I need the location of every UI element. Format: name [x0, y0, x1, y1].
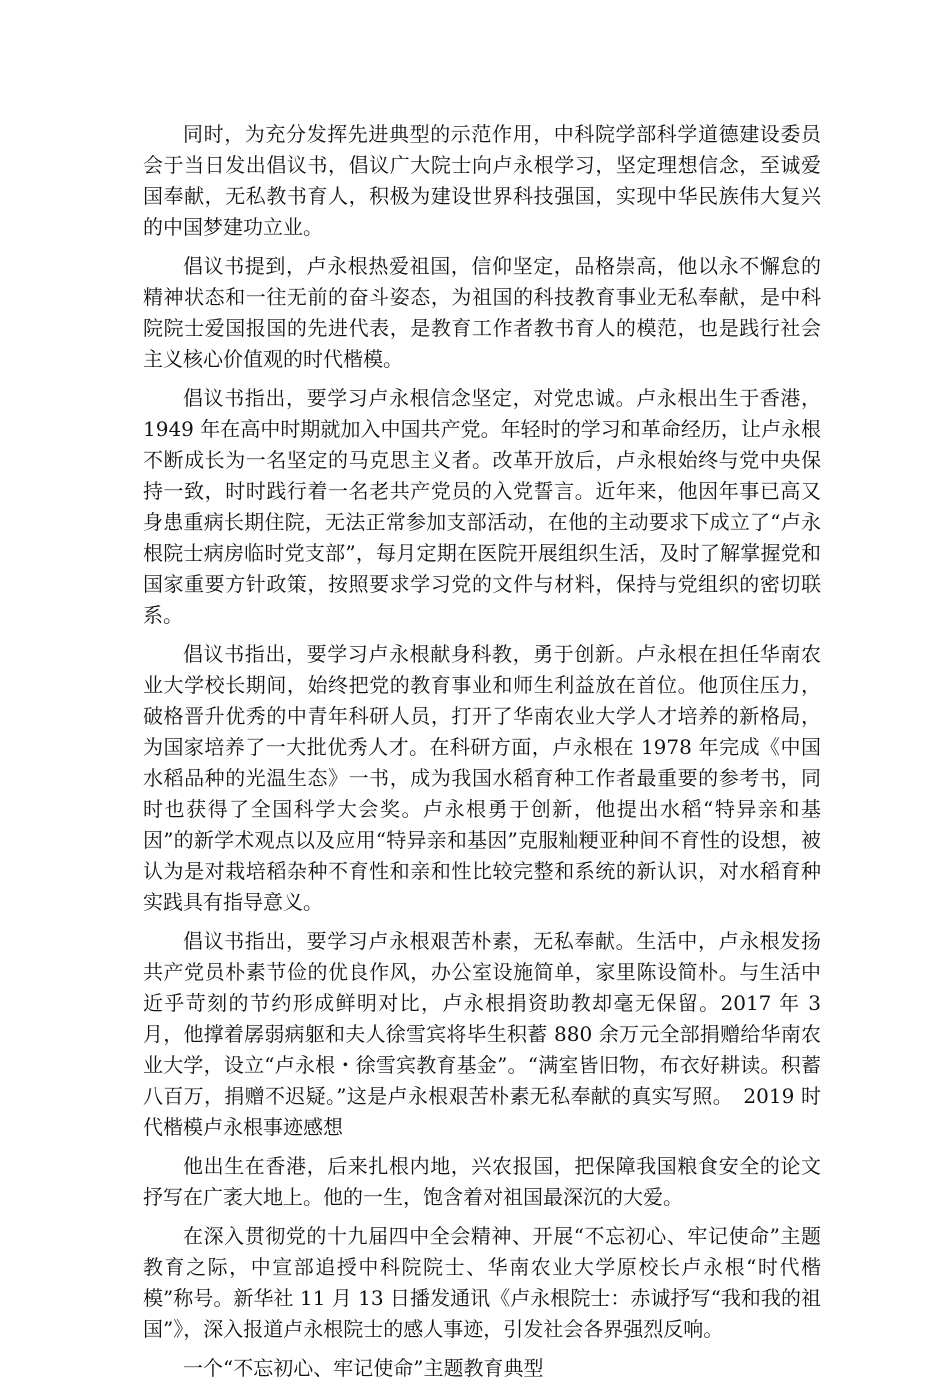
paragraph-5: 倡议书指出，要学习卢永根艰苦朴素，无私奉献。生活中，卢永根发扬共产党员朴素节俭的优良作风，办公室设施简单，家里陈设简朴。与生活中近乎苛刻的节约形成鲜明对比，卢永根捐资助教却毫无保留。2017 年 3 月，他撑着孱弱病躯和夫人徐雪宾将毕生积蓄 880 余万元全部捐赠给华南农业大学，设立“卢永根・徐雪宾教育基金”。“满室皆旧物，布衣好耕读。积蓄八百万，捐赠不迟疑。”这是卢永根艰苦朴素无私奉献的真实写照。 2019 时代楷模卢永根事迹感想 [143, 929, 821, 1139]
paragraph-8: 一个“不忘初心、牢记使命”主题教育典型 [183, 1356, 544, 1380]
paragraph-4: 倡议书指出，要学习卢永根献身科教，勇于创新。卢永根在担任华南农业大学校长期间，始终把党的教育事业和师生利益放在首位。他顶住压力，破格晋升优秀的中青年科研人员，打开了华南农业大学人才培养的新格局，为国家培养了一大批优秀人才。在科研方面，卢永根在 1978 年完成《中国水稻品种的光温生态》一书，成为我国水稻育种工作者最重要的参考书，同时也获得了全国科学大会奖。卢永根勇于创新，他提出水稻“特异亲和基因”的新学术观点以及应用“特异亲和基因”克服籼粳亚种间不育性的设想，被认为是对栽培稻杂种不育性和亲和性比较完整和系统的新认识，对水稻育种实践具有指导意义。 [143, 642, 821, 914]
paragraph-3: 倡议书指出，要学习卢永根信念坚定，对党忠诚。卢永根出生于香港，1949 年在高中时期就加入中国共产党。年轻时的学习和革命经历，让卢永根不断成长为一名坚定的马克思主义者。改革开放后，卢永根始终与党中央保持一致，时时践行着一名老共产党员的入党誓言。近年来，他因年事已高又身患重病长期住院，无法正常参加支部活动，在他的主动要求下成立了“卢永根院士病房临时党支部”，每月定期在医院开展组织生活，及时了解掌握党和国家重要方针政策，按照要求学习党的文件与材料，保持与党组织的密切联系。 [143, 386, 821, 627]
paragraph-2: 倡议书提到，卢永根热爱祖国，信仰坚定，品格崇高，他以永不懈怠的精神状态和一往无前的奋斗姿态，为祖国的科技教育事业无私奉献，是中科院院士爱国报国的先进代表，是教育工作者教书育人的模范，也是践行社会主义核心价值观的时代楷模。 [143, 254, 821, 371]
paragraph-7: 在深入贯彻党的十九届四中全会精神、开展“不忘初心、牢记使命”主题教育之际，中宣部追授中科院院士、华南农业大学原校长卢永根“时代楷模”称号。新华社 11 月 13 日播发通讯《卢永根院士：赤诚抒写“我和我的祖国”》，深入报道卢永根院士的感人事迹，引发社会各界强烈反响。 [143, 1224, 821, 1341]
document-page [143, 119, 821, 1392]
paragraph-6: 他出生在香港，后来扎根内地，兴农报国，把保障我国粮食安全的论文抒写在广袤大地上。他的一生，饱含着对祖国最深沉的大爱。 [143, 1154, 821, 1209]
paragraph-1: 同时，为充分发挥先进典型的示范作用，中科院学部科学道德建设委员会于当日发出倡议书，倡议广大院士向卢永根学习，坚定理想信念，至诚爱国奉献，无私教书育人，积极为建设世界科技强国，实现中华民族伟大复兴的中国梦建功立业。 [143, 122, 821, 239]
